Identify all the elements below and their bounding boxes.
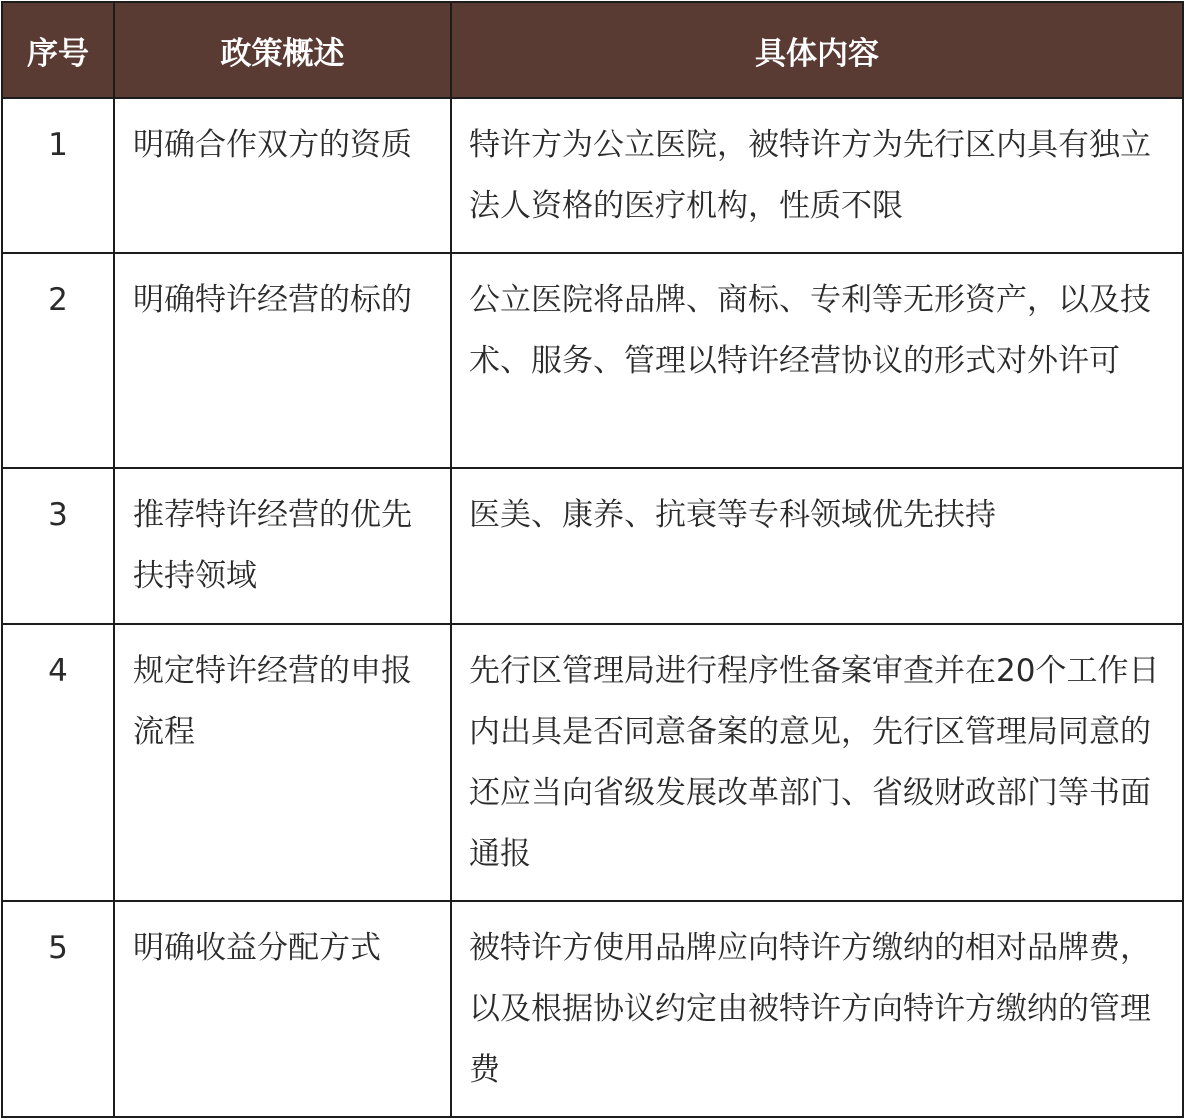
- row-detail: 医美、康养、抗衰等专科领域优先扶持: [451, 468, 1183, 624]
- row-detail: 公立医院将品牌、商标、专利等无形资产，以及技术、服务、管理以特许经营协议的形式对外许可: [451, 253, 1183, 468]
- header-number: 序号: [2, 2, 114, 98]
- table-row: [2, 253, 1183, 468]
- row-summary: 明确合作双方的资质: [114, 98, 451, 253]
- row-number: 5: [2, 901, 114, 1117]
- row-number: 3: [2, 468, 114, 624]
- row-number: 1: [2, 98, 114, 253]
- row-number: 2: [2, 253, 114, 468]
- row-detail: 特许方为公立医院，被特许方为先行区内具有独立法人资格的医疗机构，性质不限: [451, 98, 1183, 253]
- header-summary: 政策概述: [114, 2, 451, 98]
- row-summary: 明确收益分配方式: [114, 901, 451, 1117]
- table-header-row: [2, 2, 1183, 98]
- row-summary: 明确特许经营的标的: [114, 253, 451, 468]
- table-row: [2, 901, 1183, 1117]
- row-summary: 推荐特许经营的优先扶持领域: [114, 468, 451, 624]
- policy-table: [1, 1, 1184, 1118]
- table-row: [2, 98, 1183, 253]
- row-detail: 被特许方使用品牌应向特许方缴纳的相对品牌费，以及根据协议约定由被特许方向特许方缴纳的管理费: [451, 901, 1183, 1117]
- header-detail: 具体内容: [451, 2, 1183, 98]
- table-row: [2, 468, 1183, 624]
- row-detail: 先行区管理局进行程序性备案审查并在20个工作日内出具是否同意备案的意见，先行区管理局同意的还应当向省级发展改革部门、省级财政部门等书面通报: [451, 624, 1183, 901]
- row-summary: 规定特许经营的申报流程: [114, 624, 451, 901]
- row-number: 4: [2, 624, 114, 901]
- table-row: [2, 624, 1183, 901]
